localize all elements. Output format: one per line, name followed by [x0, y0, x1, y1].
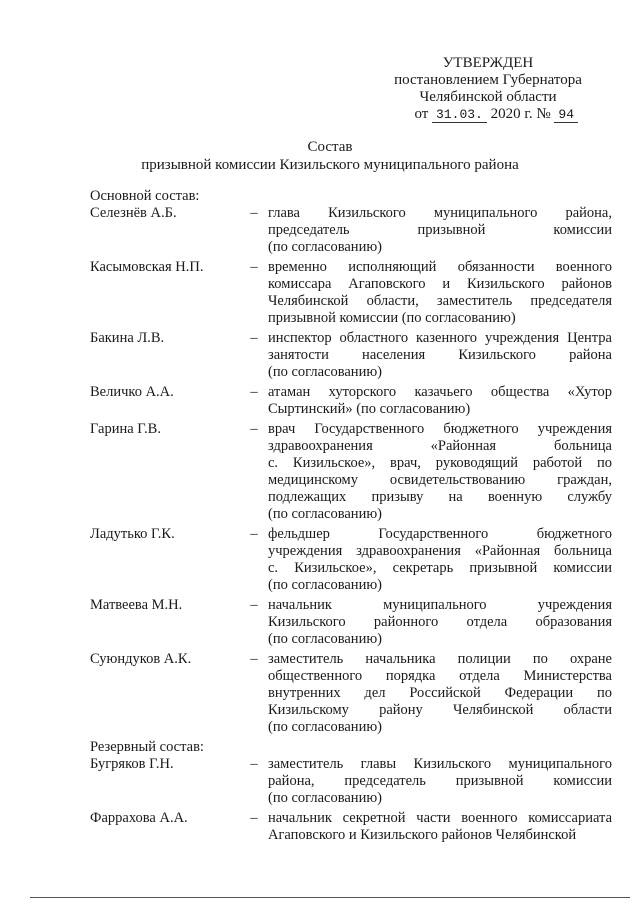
member-row: [90, 597, 612, 648]
position-line: врач Государственного бюджетного учреждения: [268, 421, 612, 437]
position-line: временно исполняющий обязанности военного: [268, 259, 612, 275]
member-name: Гарина Г.В.: [90, 421, 161, 437]
member-name: Селезнёв А.Б.: [90, 205, 177, 221]
member-row: [90, 756, 612, 807]
position-line: комиссара Агаповского и Кизильского районов: [268, 276, 612, 292]
member-name: Величко А.А.: [90, 384, 174, 400]
member-position: [268, 205, 612, 256]
position-line: (по согласованию): [268, 577, 382, 593]
position-line: общественного порядка отдела Министерства: [268, 668, 612, 684]
position-line: (по согласованию): [268, 364, 382, 380]
member-name: Касымовская Н.П.: [90, 259, 204, 275]
position-line: подлежащих призыву на военную службу: [268, 489, 612, 505]
member-dash: –: [250, 421, 258, 437]
member-position: [268, 756, 612, 807]
position-line: глава Кизильского муниципального района,: [268, 205, 612, 221]
position-line: Кизильского районного отдела образования: [268, 614, 612, 630]
member-dash: –: [250, 205, 258, 221]
position-line: председатель призывной комиссии: [268, 222, 612, 238]
member-name: Бугряков Г.Н.: [90, 756, 174, 772]
position-line: (по согласованию): [268, 719, 382, 735]
position-line: (по согласованию): [268, 631, 382, 647]
member-position: [268, 597, 612, 648]
member-dash: –: [250, 330, 258, 346]
member-position: [268, 651, 612, 736]
member-dash: –: [250, 384, 258, 400]
reserve-composition-label: Резервный состав:: [90, 739, 204, 755]
member-dash: –: [250, 756, 258, 772]
member-name: Матвеева М.Н.: [90, 597, 183, 613]
member-name: Фаррахова А.А.: [90, 810, 188, 826]
member-name: Суюндуков А.К.: [90, 651, 192, 667]
member-row: [90, 651, 612, 736]
approval-title: УТВЕРЖДЕН: [442, 55, 534, 71]
main-composition-label: Основной состав:: [90, 188, 200, 204]
position-line: здравоохранения «Районная больница: [268, 438, 612, 454]
position-line: Агаповского и Кизильского районов Челябинской: [268, 827, 577, 843]
member-row: [90, 810, 612, 844]
member-dash: –: [250, 259, 258, 275]
position-line: района, председатель призывной комиссии: [268, 773, 612, 789]
position-line: начальник муниципального учреждения: [268, 597, 612, 613]
position-line: Кизильскому району Челябинской области: [268, 702, 612, 718]
approval-line-2: Челябинской области: [419, 89, 557, 105]
member-name: Бакина Л.В.: [90, 330, 165, 346]
member-row: [90, 384, 612, 418]
position-line: инспектор областного казенного учреждения Центра: [268, 330, 612, 346]
member-position: [268, 330, 612, 381]
member-position: [268, 384, 612, 418]
member-dash: –: [250, 810, 258, 826]
member-position: [268, 259, 612, 327]
position-line: атаман хуторского казачьего общества «Хутор: [268, 384, 612, 400]
position-line: заместитель начальника полиции по охране: [268, 651, 612, 667]
date-prefix: от: [414, 106, 429, 122]
position-line: заместитель главы Кизильского муниципального: [268, 756, 612, 772]
member-position: [268, 526, 612, 594]
position-line: фельдшер Государственного бюджетного: [268, 526, 612, 542]
position-line: занятости населения Кизильского района: [268, 347, 612, 363]
document-subtitle: призывной комиссии Кизильского муниципального района: [141, 157, 519, 173]
member-dash: –: [250, 651, 258, 667]
position-line: Сыртинский» (по согласованию): [268, 401, 471, 417]
member-dash: –: [250, 597, 258, 613]
member-row: [90, 421, 612, 523]
approval-stamp: [388, 55, 588, 123]
position-line: с. Кизильское», врач, руководящий работой по: [268, 455, 612, 471]
commission-list: [90, 188, 612, 847]
position-line: медицинскому освидетельствованию граждан,: [268, 472, 612, 488]
position-line: внутренних дел Российской Федерации по: [268, 685, 612, 701]
member-row: [90, 330, 612, 381]
position-line: с. Кизильское», секретарь призывной комиссии: [268, 560, 612, 576]
approval-line-1: постановлением Губернатора: [394, 72, 582, 88]
member-name: Ладутько Г.К.: [90, 526, 175, 542]
position-line: Челябинской области, заместитель председателя: [268, 293, 612, 309]
position-line: (по согласованию): [268, 790, 382, 806]
position-line: начальник секретной части военного комиссариата: [268, 810, 612, 826]
document-title: Состав: [307, 139, 353, 155]
approval-year: 2020 г. №: [490, 106, 551, 122]
position-line: призывной комиссии (по согласованию): [268, 310, 516, 326]
member-row: [90, 205, 612, 256]
approval-number: 94: [554, 108, 578, 123]
member-position: [268, 421, 612, 523]
position-line: (по согласованию): [268, 239, 382, 255]
member-row: [90, 526, 612, 594]
member-row: [90, 259, 612, 327]
position-line: учреждения здравоохранения «Районная больница: [268, 543, 612, 559]
page-bottom-rule: [30, 897, 630, 898]
approval-date-line: [388, 106, 578, 123]
member-position: [268, 810, 612, 844]
position-line: (по согласованию): [268, 506, 382, 522]
approval-date: 31.03.: [432, 108, 487, 123]
member-dash: –: [250, 526, 258, 542]
